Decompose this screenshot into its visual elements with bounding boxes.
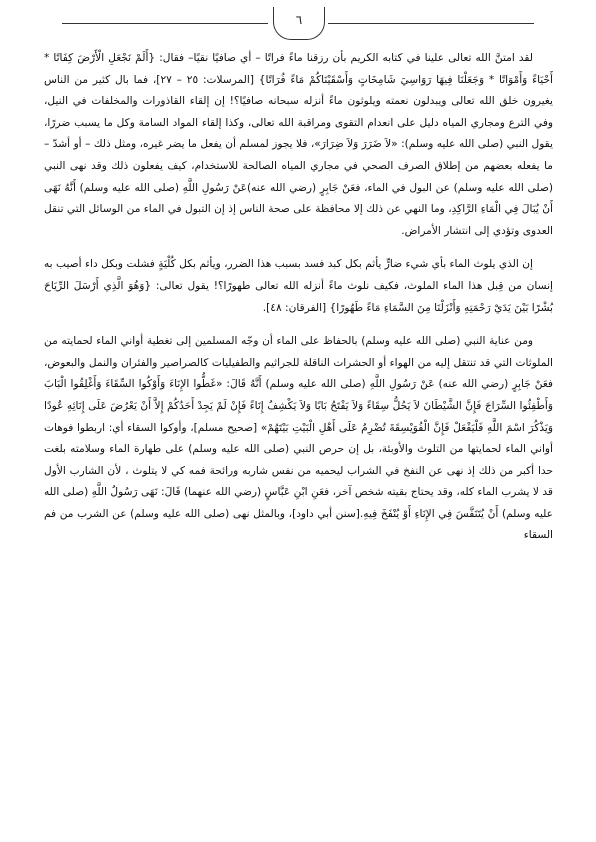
paragraph-2: إن الذي يلوث الماء بأي شيء ضارٍّ يأثم بكل كبد فسد بسبب هذا الضرر، ويأثم بكل كُلْيَةٍ فشلت وبكل داء أصيب به إنسان من قِبل هذا الماء الملوث، فكيف نلوث ماءً أنزله الله تعالى طهورًا؟! يقول تعالى: {وَهُوَ الَّذِي أَرْسَلَ الرِّيَاحَ بُشْرًا بَيْنَ يَدَيْ رَحْمَتِهِ وَأَنْزَلْنَا مِنَ السَّمَاءِ مَاءً طَهُورًا} [الفرقان: ٤٨]. [44, 258, 553, 314]
paragraph-3: ومن عناية النبي (صلى الله عليه وسلم) بالحفاظ على الماء أن وجّه المسلمين إلى تغطية أواني الماء لحمايته من الملوثات التي قد تنتقل إليه من الهواء أو الحشرات الناقلة للجراثيم والطفيليات كالصراصير والفئران والنمل والبعوض، فعَنْ جَابِرٍ (رضي الله عنه) عَنْ رَسُولِ اللَّهِ (صلى الله عليه وسلم) أَنَّهُ قَالَ: «غَطُّوا الإِنَاءَ وَأَوْكُوا السِّقَاءَ وَأَغْلِقُوا الْبَابَ وَأَطْفِئُوا السِّرَاجَ فَإِنَّ الشَّيْطَانَ لاَ يَحُلُّ سِقَاءً وَلاَ يَفْتَحُ بَابًا وَلاَ يَكْشِفُ إِنَاءً فَإِنْ لَمْ يَجِدْ أَحَدُكُمْ إِلاَّ أَنْ يَعْرُضَ عَلَى إِنَائِهِ عُودًا وَيَذْكُرَ اسْمَ اللَّهِ فَلْيَفْعَلْ فَإِنَّ الْفُوَيْسِقَةَ تُضْرِمُ عَلَى أَهْلِ الْبَيْتِ بَيْتَهُمْ» [صحيح مسلم]، وأوكوا السقاء أي: اربطوا فوهات أواني الماء لحمايتها من التلوث والأوبئة، بل إن حرص النبي (صلى الله عليه وسلم) على طهارة الماء وسلامته بلغت حدا أكبر من ذلك إذ نهى عن النفخ في الشراب ليحميه من نفس شاربه ورائحة فمه كي لا يتلوث ، لأن الشارب الأول قد لا يشرب الماء كله، وقد يحتاج بقيته شخص آخر، فعَنِ ابْنِ عَبَّاسٍ (رضي الله عنهما) قَالَ: نَهَى رَسُولُ اللَّهِ (صلى الله عليه وسلم) أَنْ يُتَنَفَّسَ فِي الإِنَاءِ أَوْ يُنْفَخَ فِيهِ.[سنن أبي داود]، وبالمثل نهى (صلى الله عليه وسلم) عن الشرب من فم السقاء [44, 335, 553, 542]
paragraph-1: لقد امتنَّ الله تعالى علينا في كتابه الكريم بأن رزقنا ماءً فراتًا – أي صافيًا نقيًا– فقال: {أَلَمْ نَجْعَلِ الْأَرْضَ كِفَاتًا * أَحْيَاءً وَأَمْوَاتًا * وَجَعَلْنَا فِيهَا رَوَاسِيَ شَامِخَاتٍ وَأَسْقَيْنَاكُمْ مَاءً فُرَاتًا} [المرسلات: ٢٥ – ٢٧]، فما بال كثير من الناس يغيرون خلق الله تعالى ويبدلون نعمته ويلوثون ماءً أنزله سبحانه صافيًا؟! إن إلقاء القاذورات والمخلفات في النيل، وفي الترع ومجاري المياه دليل على انعدام التقوى ومراقبة الله تعالى، وكذا إلقاء المواد السامة وكل ما يسبب ضررًا، يقول النبي (صلى الله عليه وسلم): «لاَ ضَرَرَ وَلاَ ضِرَارَ»، فلا يجوز لمسلم أن يفعل ما يضر غيره، ومثل ذلك – أو أشدّ – ما يفعله بعضهم من إطلاق الصرف الصحي في مجاري المياه الصالحة للاستخدام، كيف يفعلون ذلك وقد نهى النبي (صلى الله عليه وسلم) عن البول في الماء، فعَنْ جَابِرٍ (رضي الله عنه)عَنْ رَسُولِ اللَّهِ (صلى الله عليه وسلم) أَنَّهُ نَهَى أَنْ يُبَالَ فِي الْمَاءِ الرَّاكِدِ، وما النهي عن ذلك إلا محافظة على صحة الناس إذ إن التبول في الماء من الوسائل التي تنقل العدوى وتؤدي إلى انتشار الأمراض. [44, 52, 553, 237]
body-text [44, 48, 553, 559]
page-number: ٦ [273, 7, 325, 40]
page-header [0, 6, 596, 36]
header-rule-right [328, 23, 534, 24]
header-rule-left [62, 23, 268, 24]
